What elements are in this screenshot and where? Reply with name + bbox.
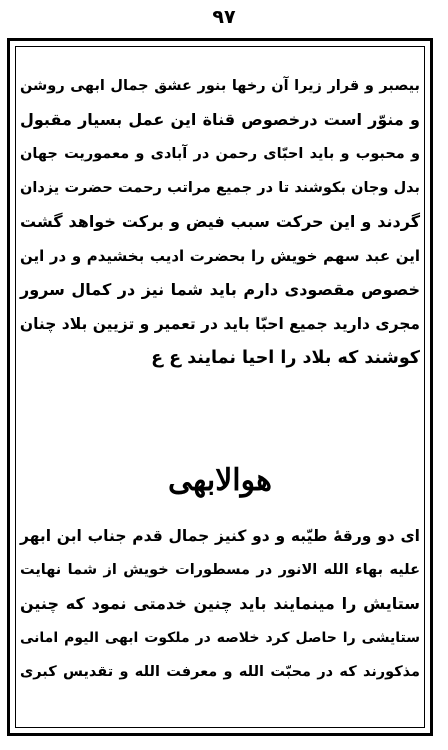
tablet-paragraph-top: [20, 69, 420, 375]
text-line: ای دو ورقهٔ طیّبه و دو کنیز جمال قدم جناب ابن ابهر: [20, 527, 420, 545]
text-line: و محبوب و باید احبّای رحمن در آبادی و معموریت جهان: [20, 146, 420, 162]
text-line: بدل وجان بکوشند تا در جمیع مراتب رحمت حضرت یزدان: [20, 180, 420, 196]
page-number: ۹۷: [212, 6, 236, 28]
text-line: این عبد سهم خویش را بحضرت ادیب بخشیدم و در این: [20, 247, 420, 265]
text-line: مذکورند که در محبّت الله و معرفت الله و تقدیس کبری: [20, 664, 420, 680]
text-line: مجری دارید جمیع احبّا باید در تعمیر و تزیین بلاد چنان: [19, 315, 420, 333]
text-line: گردند و این حرکت سبب فیض و برکت خواهد گشت: [20, 212, 420, 231]
text-line: کوشند که بلاد را احیا نمایند ع ع: [151, 348, 420, 368]
invocation-heading: هوالابهی: [168, 463, 272, 498]
text-line: ستایشی را حاصل کرد خلاصه در ملکوت ابهی الیوم امانی: [20, 630, 420, 646]
text-line: ستایش را مینمایند باید چنین خدمتی نمود که چنین: [20, 594, 420, 613]
text-line: علیه بهاء الله الانور در مسطورات خویش از شما نهایت: [20, 562, 420, 578]
tablet-paragraph-bottom: [20, 519, 420, 689]
text-line: و منوّر است درخصوص قناة این عمل بسیار مقبول: [20, 110, 420, 129]
text-line: بیصبر و قرار زیرا آن رخها بنور عشق جمال ابهی روشن: [20, 78, 420, 94]
page-border: [7, 38, 433, 736]
text-line: خصوص مقصودی دارم باید شما نیز در کمال سرور: [20, 280, 420, 299]
